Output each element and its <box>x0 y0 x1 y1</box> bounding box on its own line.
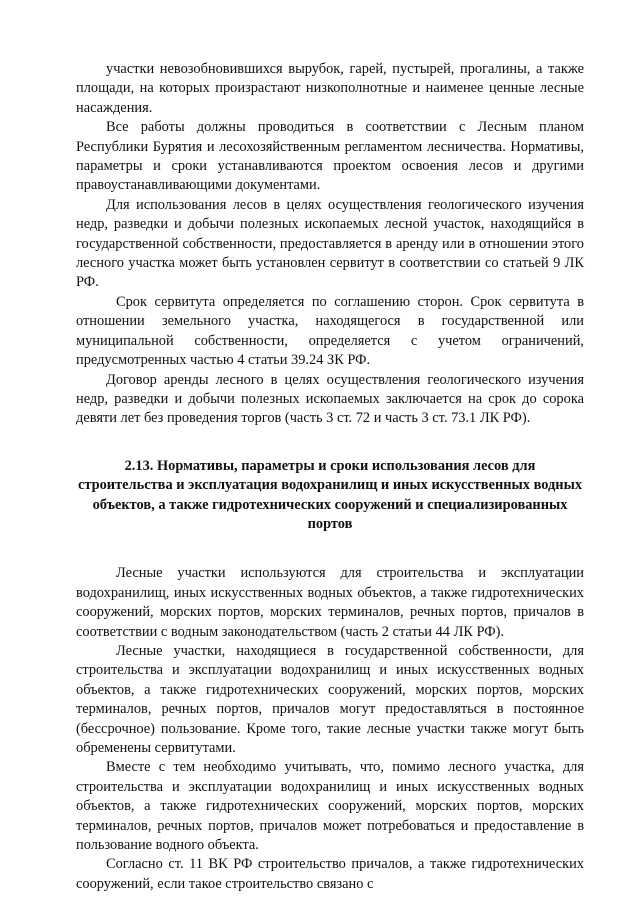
paragraph: Согласно ст. 11 ВК РФ строительство причалов, а также гидротехнических сооружений, если такое строительство связано с <box>76 856 584 892</box>
paragraph: Договор аренды лесного в целях осуществления геологического изучения недр, разведки и добычи полезных ископаемых заключается на срок до сорока девяти лет без проведения торгов (часть 3 ст. 72 и часть 3 ст. 73.1 ЛК РФ). <box>76 371 584 427</box>
paragraph: участки невозобновившихся вырубок, гарей, пустырей, прогалины, а также площади, на которых произрастают низкополнотные и наименее ценные лесные насаждения. <box>76 61 584 116</box>
document-page <box>76 60 584 894</box>
section-heading: 2.13. Нормативы, параметры и сроки использования лесов для строительства и эксплуатация водохранилищ и иных искусственных водных объектов, а также гидротехнических сооружений и специализированных портов <box>77 457 583 532</box>
paragraph: Лесные участки, находящиеся в государственной собственности, для строительства и эксплуатации водохранилищ и иных искусственных водных объектов, а также гидротехнических сооружений, морских портов, морских терминалов, речных портов, причалов могут предоставляться в постоянное (бессрочное) пользование. Кроме того, такие лесные участки также могут быть обременены сервитутами. <box>76 642 584 756</box>
paragraph: Все работы должны проводиться в соответствии с Лесным планом Республики Бурятия и лесохозяйственным регламентом лесничества. Нормативы, параметры и сроки устанавливаются проектом освоения лесов и другими правоустанавливающими документами. <box>76 119 584 194</box>
paragraph: Лесные участки используются для строительства и эксплуатации водохранилищ, иных искусственных водных объектов, а также гидротехнических сооружений, морских портов, морских терминалов, речных портов, причалов в соответствии с водным законодательством (часть 2 статьи 44 ЛК РФ). <box>76 565 584 640</box>
paragraph: Вместе с тем необходимо учитывать, что, помимо лесного участка, для строительства и эксплуатации водохранилищ и иных искусственных водных объектов, а также гидротехнических сооружений, морских портов, морских терминалов, речных портов, причалов может потребоваться и предоставление в пользование водного объекта. <box>76 759 584 854</box>
paragraph: Срок сервитута определяется по соглашению сторон. Срок сервитута в отношении земельного участка, находящегося в государственной или муниципальной собственности, определяется с учетом ограничений, предусмотренных частью 4 статьи 39.24 ЗК РФ. <box>76 293 584 369</box>
paragraph: Для использования лесов в целях осуществления геологического изучения недр, разведки и добычи полезных ископаемых лесной участок, находящийся в государственной собственности, предоставляется в аренду или в отношении этого лесного участка может быть установлен сервитут в соответствии со статьей 9 ЛК РФ. <box>76 196 584 291</box>
